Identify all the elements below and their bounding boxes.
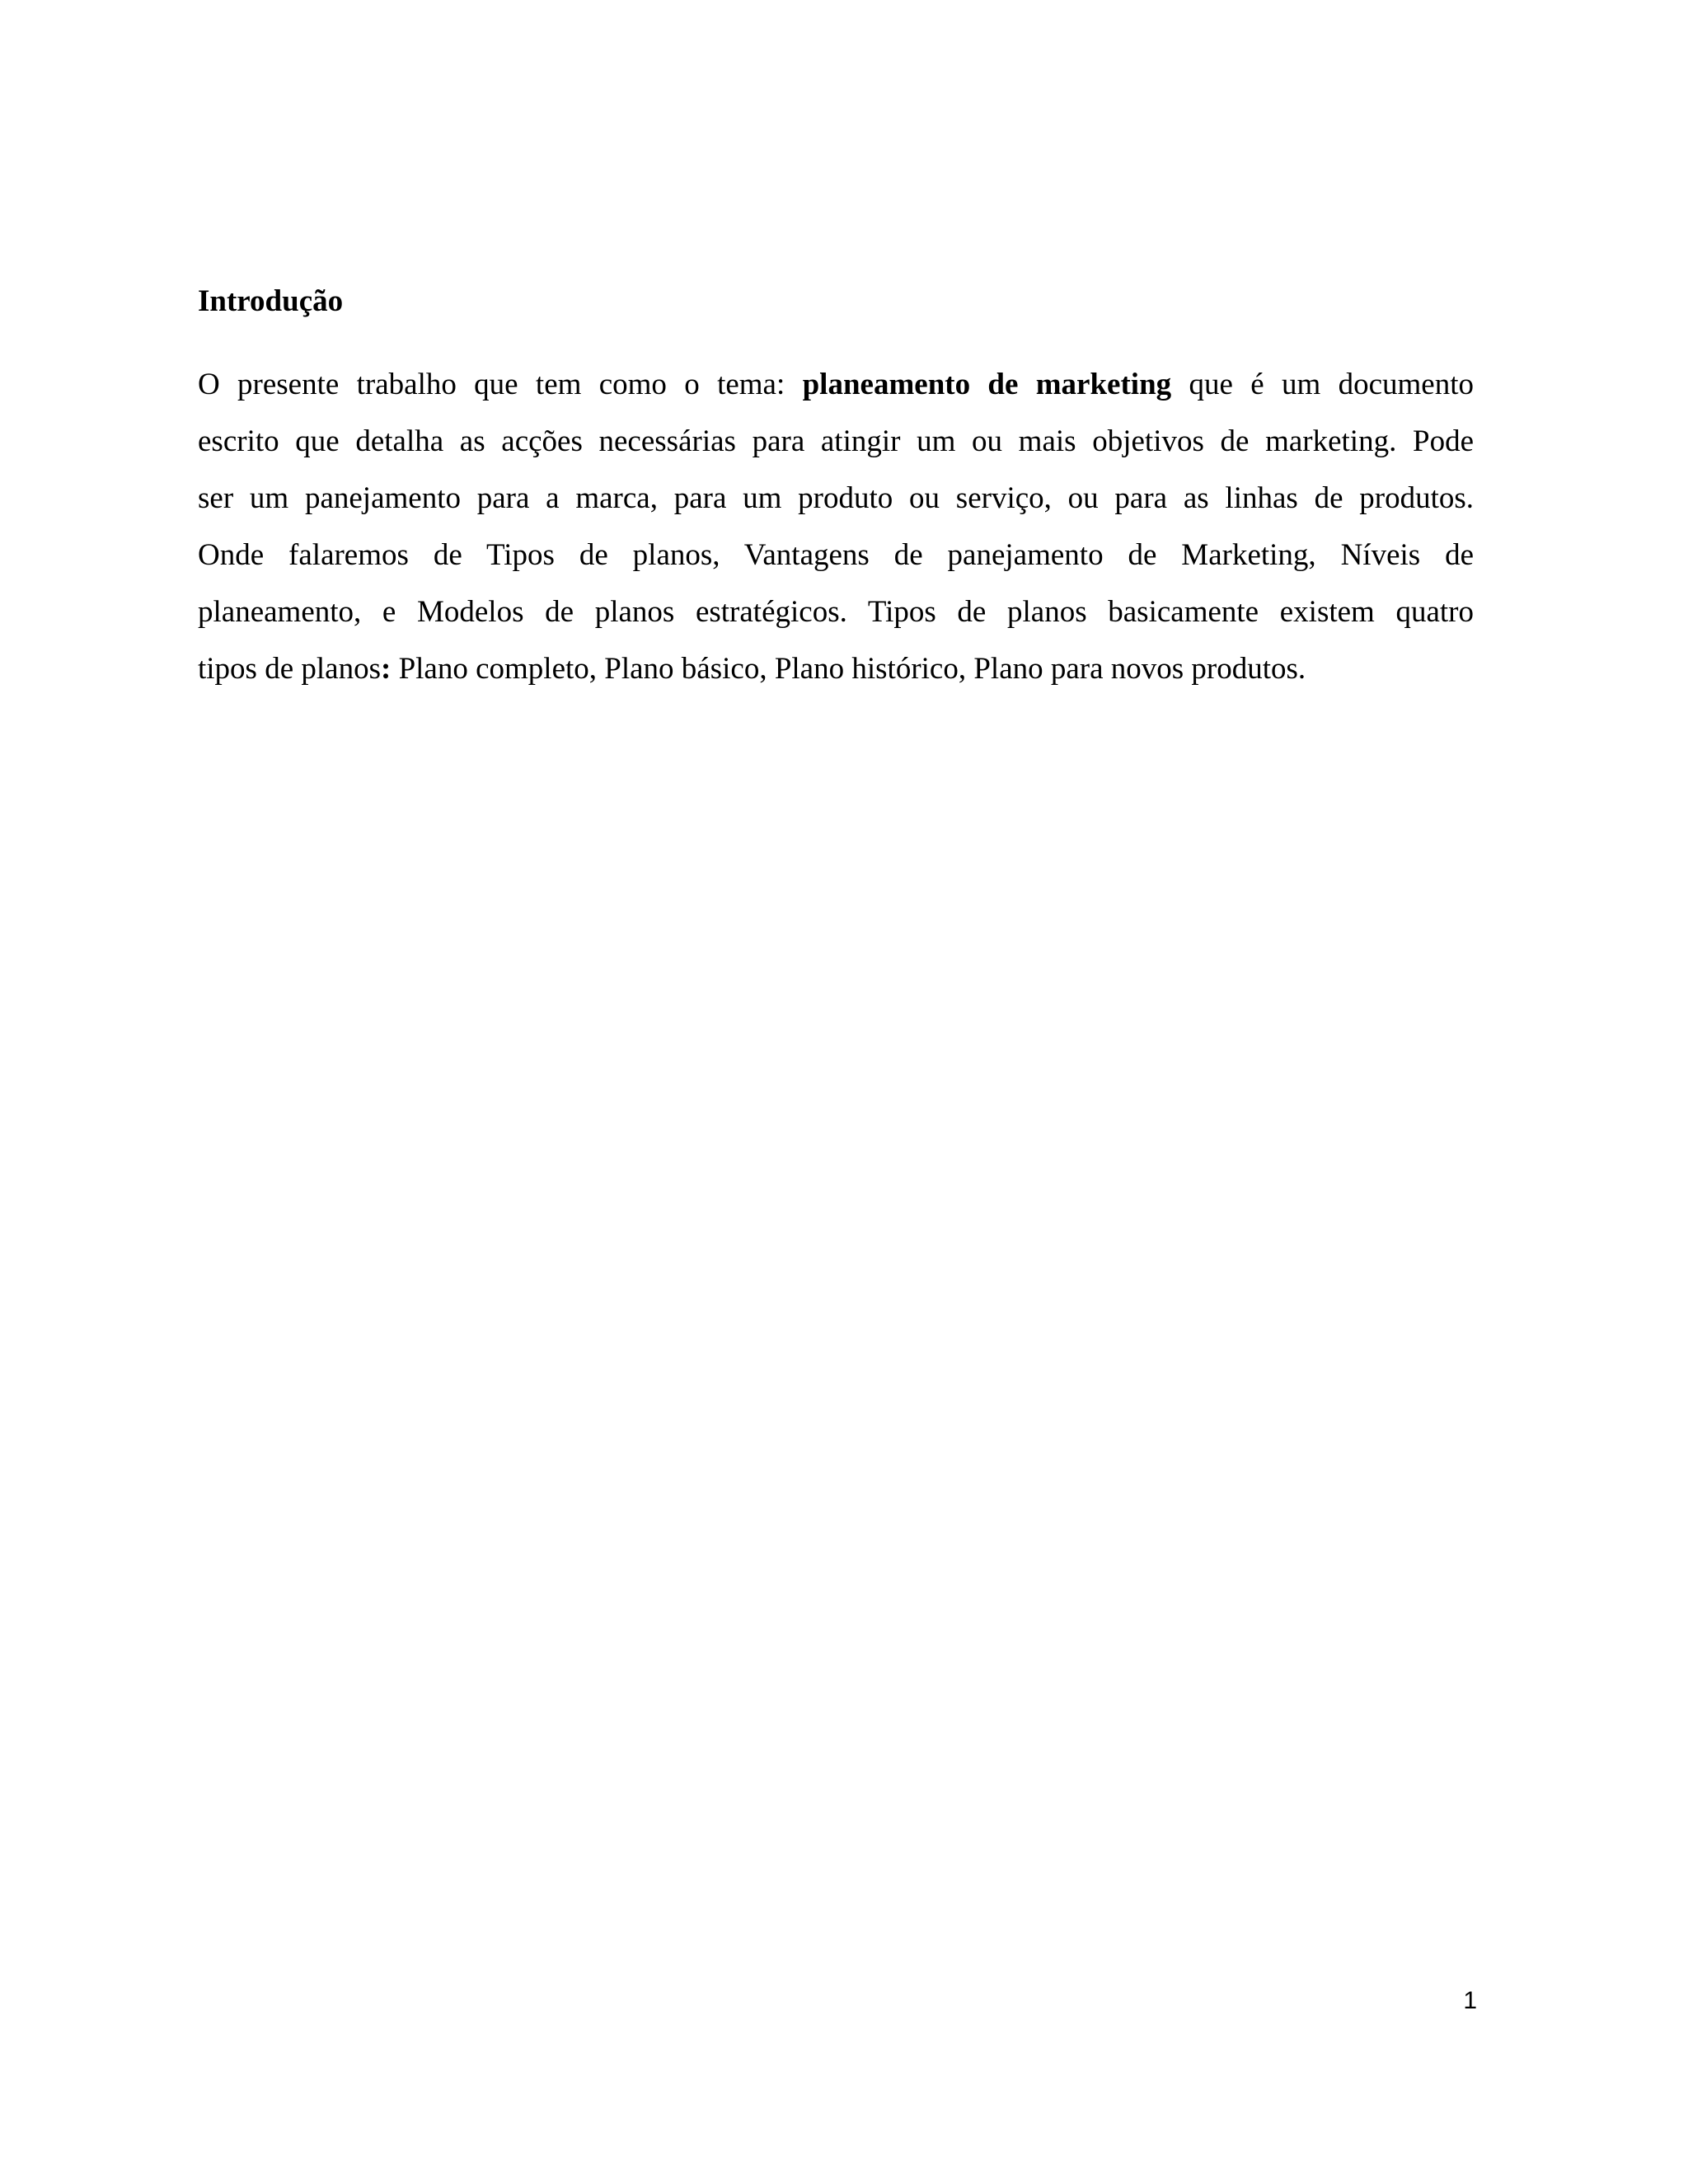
line-6-text-end: Plano completo, Plano básico, Plano histórico, Plano para novos produtos. <box>391 652 1306 686</box>
paragraph-line-4: Onde falaremos de Tipos de planos, Vantagens de panejamento de Marketing, Níveis de <box>198 538 1474 572</box>
paragraph-line-2: escrito que detalha as acções necessárias para atingir um ou mais objetivos de marketing. Pode <box>198 424 1474 458</box>
topic-bold: planeamento de marketing <box>802 368 1172 401</box>
paragraph-line-6 <box>198 640 1474 697</box>
paragraph-line-3: ser um panejamento para a marca, para um produto ou serviço, ou para as linhas de produtos. <box>198 481 1474 515</box>
introduction-paragraph <box>198 356 1474 697</box>
page-number: 1 <box>1463 1987 1477 2014</box>
line-1-text-start: O presente trabalho que tem como o tema: <box>198 368 803 401</box>
colon-bold: : <box>380 652 392 686</box>
section-heading: Introdução <box>198 284 344 318</box>
line-1-text-end: que é um documento <box>1171 368 1474 401</box>
paragraph-line-5: planeamento, e Modelos de planos estratégicos. Tipos de planos basicamente existem quatro <box>198 595 1474 629</box>
line-6-text-start: tipos de planos <box>198 652 381 686</box>
paragraph-line-1 <box>198 356 1474 413</box>
